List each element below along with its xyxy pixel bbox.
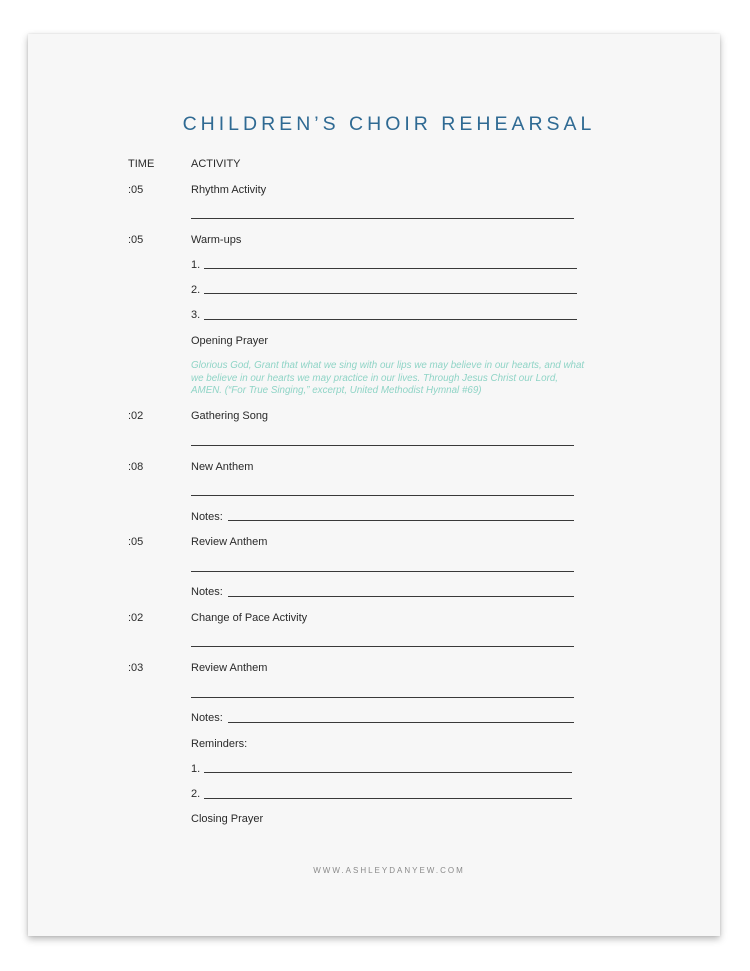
new-anthem-notes-label: Notes: bbox=[191, 511, 223, 523]
warmup-number-1: 1. bbox=[191, 259, 201, 271]
time-review-anthem-2: :03 bbox=[128, 662, 144, 674]
activity-review-anthem-2: Review Anthem bbox=[191, 662, 268, 674]
reminder-number-2: 2. bbox=[191, 788, 201, 800]
review-anthem-2-notes-line bbox=[228, 722, 574, 723]
warmup-line-1 bbox=[204, 268, 577, 269]
warmup-number-2: 2. bbox=[191, 284, 201, 296]
warmup-line-3 bbox=[204, 319, 577, 320]
new-anthem-notes-line bbox=[228, 520, 574, 521]
activity-change-of-pace: Change of Pace Activity bbox=[191, 612, 308, 624]
opening-prayer-text: Glorious God, Grant that what we sing with our lips we may believe in our hearts, and what we believe in our hearts we may practice in our lives. Through Jesus Christ our Lord, AMEN. (“For True Singing,” excerpt, United Methodist Hymnal #69) bbox=[191, 360, 585, 396]
time-review-anthem-1: :05 bbox=[128, 536, 144, 548]
reminder-number-1: 1. bbox=[191, 763, 201, 775]
new-anthem-line bbox=[191, 495, 574, 496]
reminders-label: Reminders: bbox=[191, 738, 248, 750]
activity-new-anthem: New Anthem bbox=[191, 461, 254, 473]
website-footer: WWW.ASHLEYDANYEW.COM bbox=[313, 866, 465, 875]
activity-review-anthem-1: Review Anthem bbox=[191, 536, 268, 548]
gathering-song-line bbox=[191, 445, 574, 446]
rhythm-blank-line bbox=[191, 218, 574, 219]
worksheet-page bbox=[28, 34, 720, 936]
activity-warmups: Warm-ups bbox=[191, 234, 242, 246]
change-of-pace-line bbox=[191, 646, 574, 647]
time-gathering-song: :02 bbox=[128, 410, 144, 422]
review-anthem-2-line bbox=[191, 697, 574, 698]
review-anthem-1-notes-label: Notes: bbox=[191, 586, 223, 598]
review-anthem-2-notes-label: Notes: bbox=[191, 712, 223, 724]
time-new-anthem: :08 bbox=[128, 461, 144, 473]
activity-gathering-song: Gathering Song bbox=[191, 410, 269, 422]
activity-header: ACTIVITY bbox=[191, 158, 241, 170]
activity-closing-prayer: Closing Prayer bbox=[191, 813, 264, 825]
page-title: CHILDREN’S CHOIR REHEARSAL bbox=[182, 113, 596, 135]
time-header: TIME bbox=[128, 158, 155, 170]
review-anthem-1-notes-line bbox=[228, 596, 574, 597]
time-rhythm: :05 bbox=[128, 184, 144, 196]
time-change-of-pace: :02 bbox=[128, 612, 144, 624]
activity-rhythm: Rhythm Activity bbox=[191, 184, 267, 196]
review-anthem-1-line bbox=[191, 571, 574, 572]
warmup-line-2 bbox=[204, 293, 577, 294]
time-warmups: :05 bbox=[128, 234, 144, 246]
warmup-number-3: 3. bbox=[191, 309, 201, 321]
reminder-line-2 bbox=[204, 798, 572, 799]
reminder-line-1 bbox=[204, 772, 572, 773]
activity-opening-prayer: Opening Prayer bbox=[191, 335, 269, 347]
